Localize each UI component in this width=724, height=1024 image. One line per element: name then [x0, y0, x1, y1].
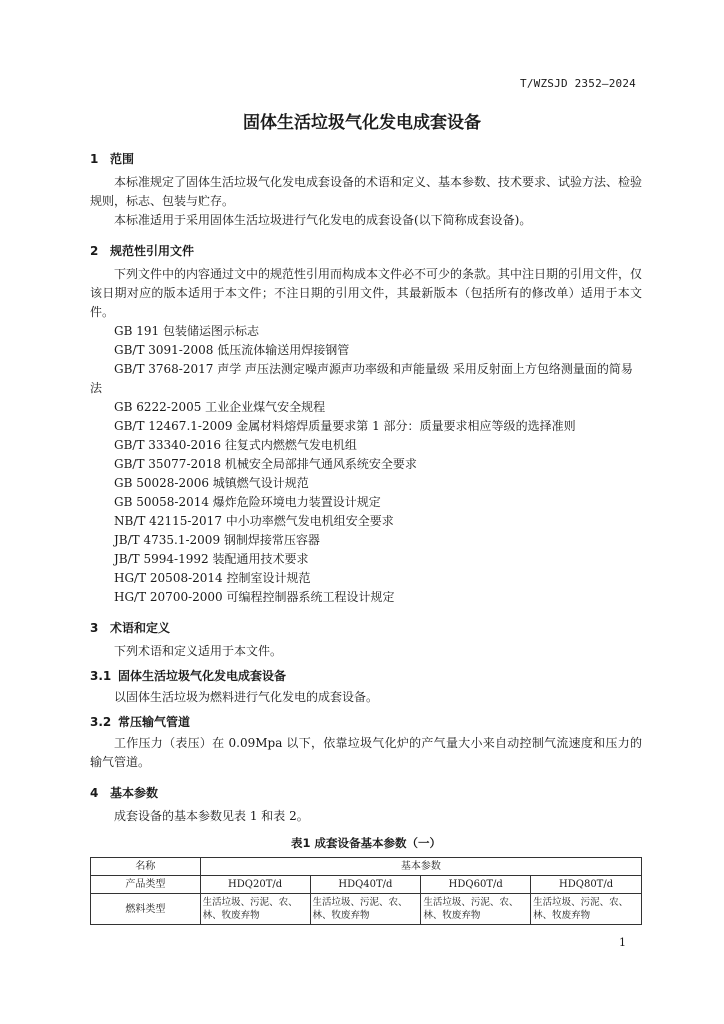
- terms-intro: 下列术语和定义适用于本文件。: [114, 644, 283, 658]
- section-number: 3: [90, 621, 99, 635]
- subsection-3-2-heading: [90, 713, 642, 732]
- reference-list: [90, 322, 642, 607]
- subsection-number: 3.1: [90, 669, 112, 683]
- document-id: T/WZSJD 2352—2024: [520, 77, 636, 90]
- table-cell: 生活垃圾、污泥、农、林、牧废弃物: [310, 894, 421, 925]
- section-title: 术语和定义: [110, 621, 171, 635]
- parameters-table: [90, 857, 642, 925]
- table-cell: 生活垃圾、污泥、农、林、牧废弃物: [200, 894, 310, 925]
- subsection-title: 常压输气管道: [118, 715, 191, 729]
- term-definition: 以固体生活垃圾为燃料进行气化发电的成套设备。: [114, 690, 379, 704]
- table-cell: HDQ80T/d: [531, 876, 642, 894]
- table-cell: HDQ20T/d: [200, 876, 310, 894]
- section-title: 范围: [110, 152, 135, 166]
- subsection-number: 3.2: [90, 715, 112, 729]
- table-cell: 生活垃圾、污泥、农、林、牧废弃物: [531, 894, 642, 925]
- table-row-label: 产品类型: [91, 876, 201, 894]
- section-title: 基本参数: [110, 786, 159, 800]
- scope-paragraph: 本标准规定了固体生活垃圾气化发电成套设备的术语和定义、基本参数、技术要求、试验方法、检验规则，标志、包装与贮存。: [90, 175, 643, 208]
- table-row-label: 燃料类型: [91, 894, 201, 925]
- reference-item: GB 50028-2006 城镇燃气设计规范: [114, 476, 309, 490]
- subsection-title: 固体生活垃圾气化发电成套设备: [118, 669, 287, 683]
- reference-item: JB/T 4735.1-2009 钢制焊接常压容器: [114, 533, 320, 547]
- document-title: 固体生活垃圾气化发电成套设备: [243, 113, 481, 133]
- reference-item: GB 191 包装储运图示标志: [114, 324, 259, 338]
- table-header-cell: 名称: [91, 858, 201, 876]
- scope-applicability: 本标准适用于采用固体生活垃圾进行气化发电的成套设备(以下简称成套设备)。: [114, 213, 532, 227]
- table-cell: HDQ60T/d: [421, 876, 531, 894]
- reference-item: GB/T 12467.1-2009 金属材料熔焊质量要求第 1 部分：质量要求相应等级的选择准则: [114, 419, 576, 433]
- parameters-intro: 成套设备的基本参数见表 1 和表 2。: [114, 809, 309, 823]
- table-row: [91, 858, 642, 876]
- section-title: 规范性引用文件: [110, 244, 195, 258]
- table-caption: 表1 成套设备基本参数（一）: [290, 836, 441, 850]
- section-number: 1: [90, 152, 99, 166]
- table-row: [91, 894, 642, 925]
- document-body: [90, 150, 642, 925]
- reference-item: GB/T 3768-2017 声学 声压法测定噪声源声功率级和声能量级 采用反射面上方包络测量面的简易法: [90, 362, 633, 395]
- term-definition: 工作压力（表压）在 0.09Mpa 以下，依靠垃圾气化炉的产气量大小来自动控制气流速度和压力的输气管道。: [90, 736, 642, 769]
- table-row: [91, 876, 642, 894]
- section-number: 2: [90, 244, 99, 258]
- table-cell: 生活垃圾、污泥、农、林、牧废弃物: [421, 894, 531, 925]
- section-number: 4: [90, 786, 99, 800]
- section-4-heading: [90, 784, 642, 803]
- reference-item: GB/T 35077-2018 机械安全局部排气通风系统安全要求: [114, 457, 417, 471]
- reference-item: JB/T 5994-1992 装配通用技术要求: [114, 552, 309, 566]
- table-cell: HDQ40T/d: [310, 876, 421, 894]
- reference-item: GB/T 33340-2016 往复式内燃燃气发电机组: [114, 438, 357, 452]
- reference-item: GB 6222-2005 工业企业煤气安全规程: [114, 400, 326, 414]
- section-3-heading: [90, 619, 642, 638]
- reference-item: HG/T 20700-2000 可编程控制器系统工程设计规定: [114, 590, 395, 604]
- reference-item: GB/T 3091-2008 低压流体输送用焊接钢管: [114, 343, 350, 357]
- reference-item: HG/T 20508-2014 控制室设计规范: [114, 571, 311, 585]
- subsection-3-1-heading: [90, 667, 642, 686]
- reference-item: NB/T 42115-2017 中小功率燃气发电机组安全要求: [114, 514, 394, 528]
- section-1-heading: [90, 150, 642, 169]
- section-2-heading: [90, 242, 642, 261]
- reference-item: GB 50058-2014 爆炸危险环境电力装置设计规定: [114, 495, 381, 509]
- page-number: 1: [619, 936, 626, 949]
- table-header-cell: 基本参数: [200, 858, 641, 876]
- references-intro: 下列文件中的内容通过文中的规范性引用而构成本文件必不可少的条款。其中注日期的引用文件，仅该日期对应的版本适用于本文件；不注日期的引用文件，其最新版本（包括所有的修改单）适用于本文件。: [90, 267, 643, 319]
